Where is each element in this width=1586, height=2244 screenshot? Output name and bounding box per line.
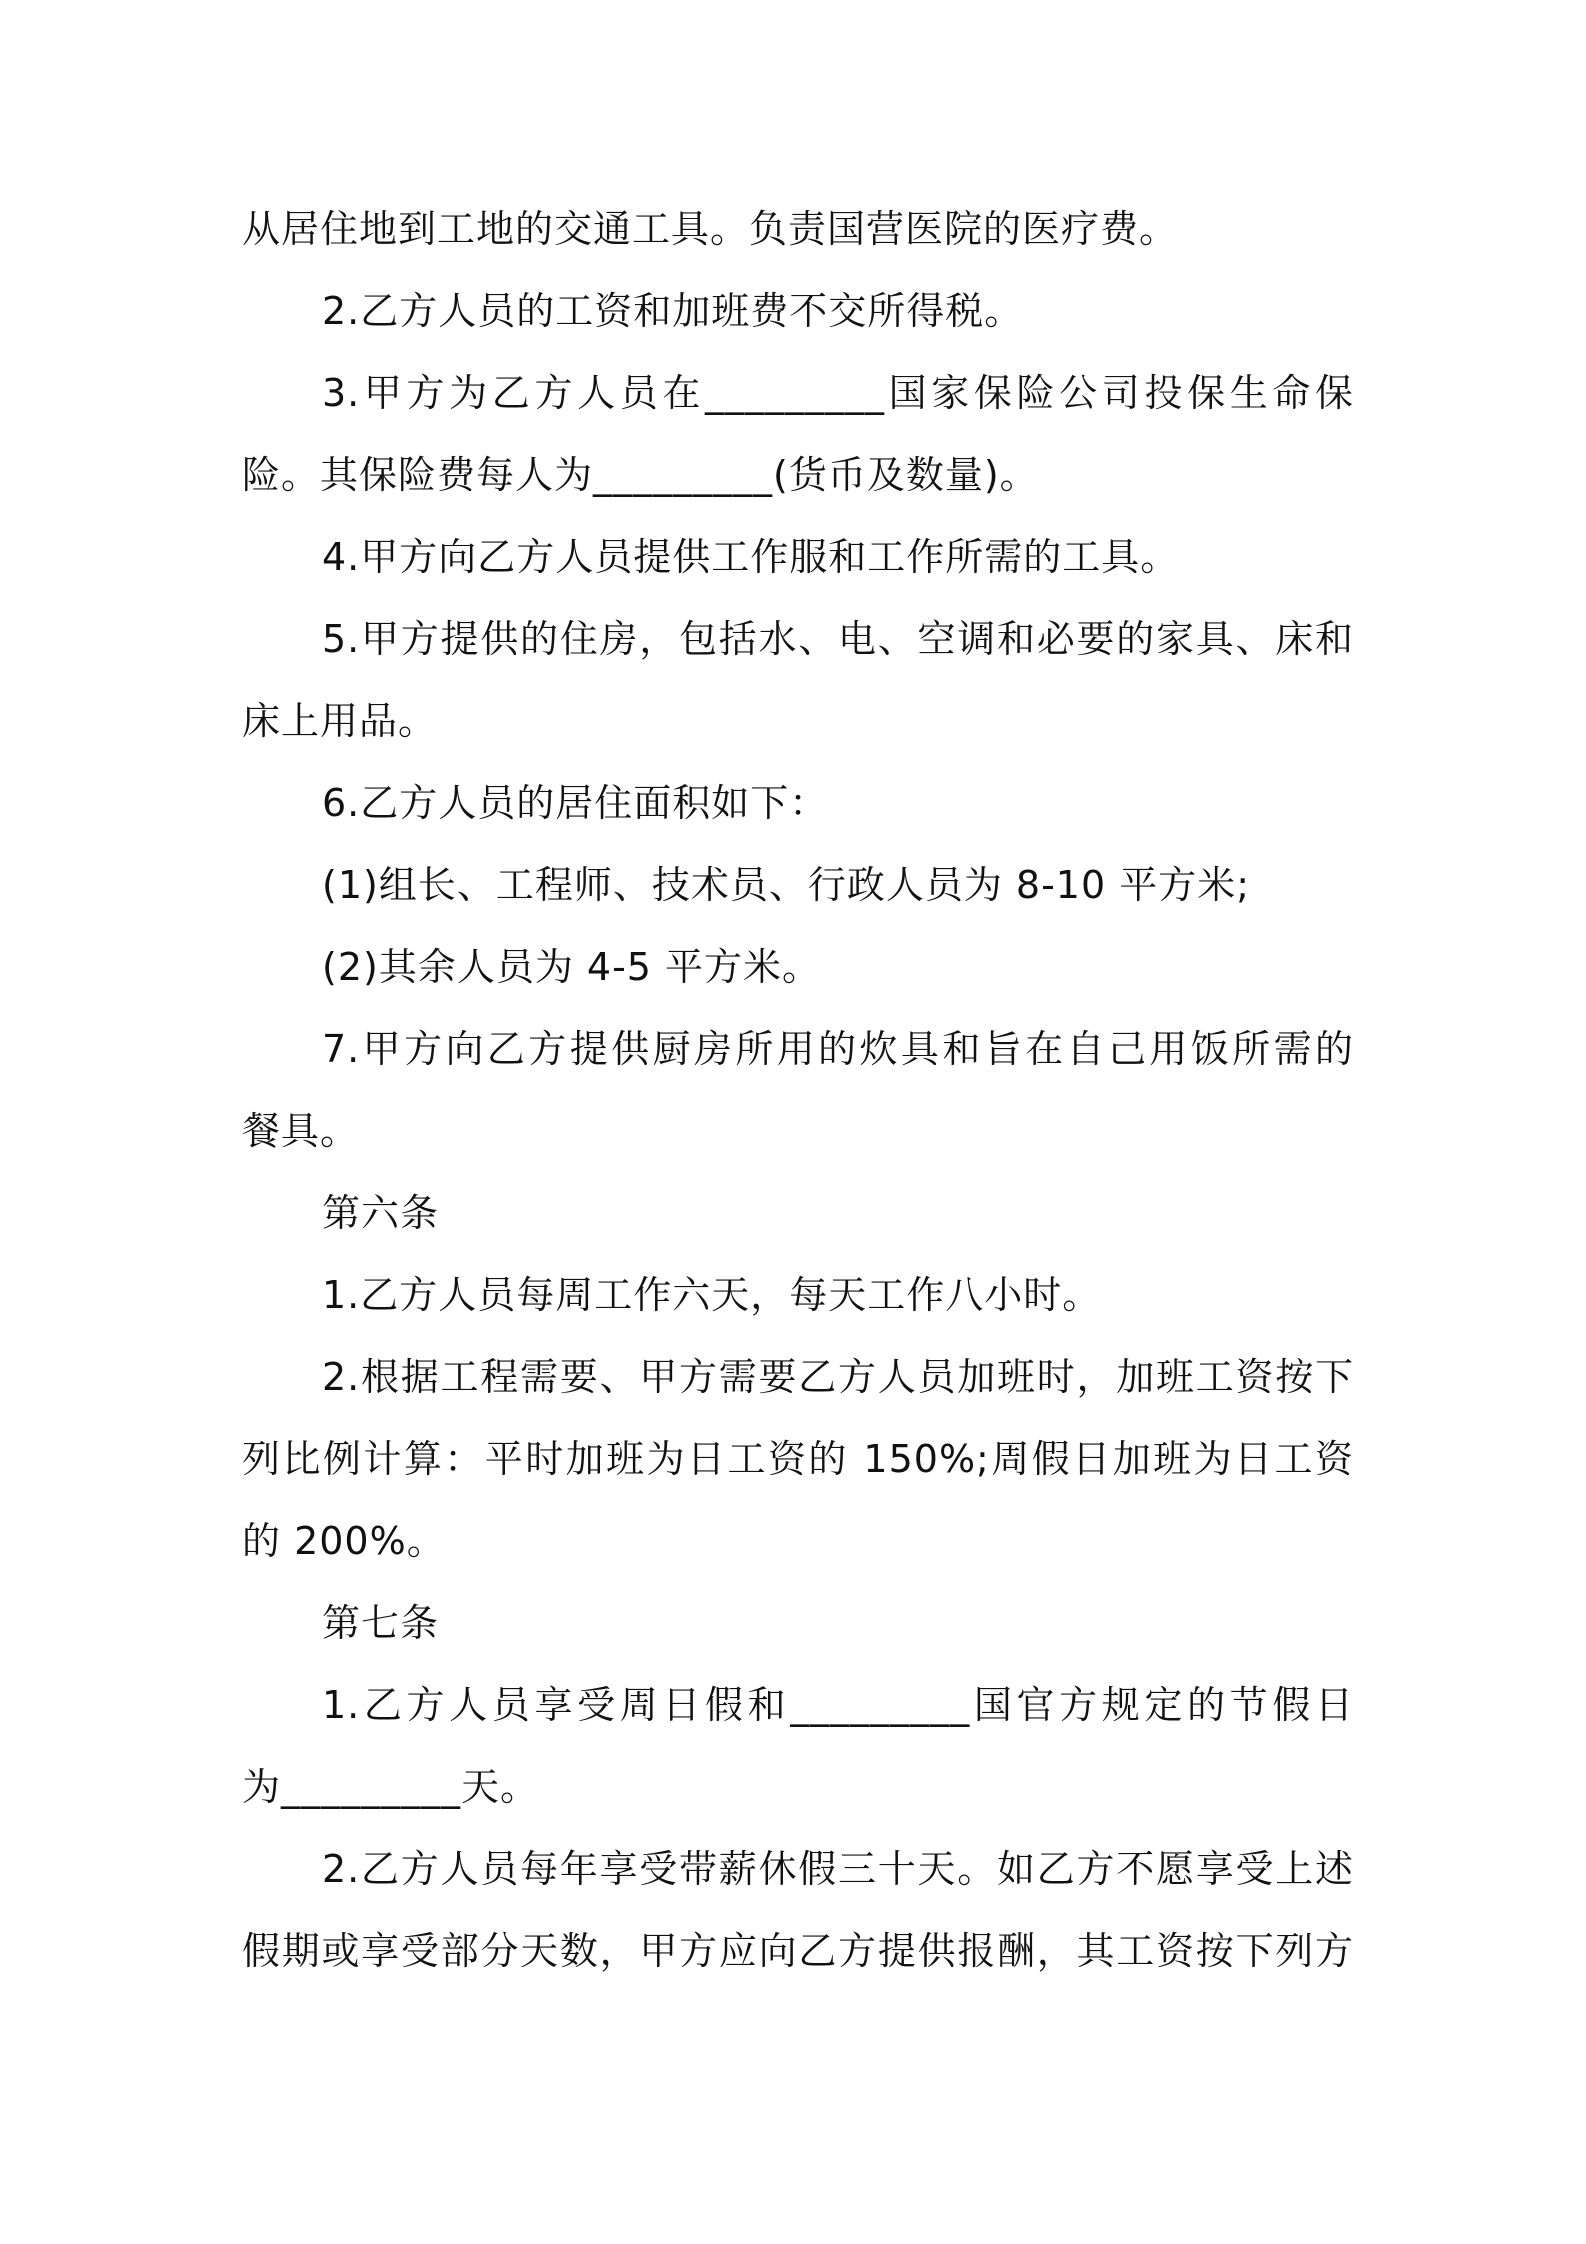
document-body bbox=[242, 188, 1354, 1992]
text-line: 1.乙方人员享受周日假和_________国官方规定的节假日 bbox=[322, 1683, 1354, 1727]
text-line: 4.甲方向乙方人员提供工作服和工作所需的工具。 bbox=[322, 535, 1180, 579]
text-line: 为_________天。 bbox=[242, 1765, 540, 1809]
text-line: (2)其余人员为 4-5 平方米。 bbox=[322, 945, 822, 989]
text-line: 7.甲方向乙方提供厨房所用的炊具和旨在自己用饭所需的 bbox=[322, 1027, 1354, 1071]
text-line: 列比例计算：平时加班为日工资的 150%;周假日加班为日工资 bbox=[242, 1437, 1354, 1481]
text-line: (1)组长、工程师、技术员、行政人员为 8-10 平方米; bbox=[322, 863, 1251, 907]
text-line: 的 200%。 bbox=[242, 1519, 446, 1563]
section-heading: 第六条 bbox=[322, 1191, 440, 1235]
text-line: 2.根据工程需要、甲方需要乙方人员加班时，加班工资按下 bbox=[322, 1355, 1354, 1399]
text-line: 5.甲方提供的住房，包括水、电、空调和必要的家具、床和 bbox=[322, 617, 1354, 661]
text-line: 2.乙方人员每年享受带薪休假三十天。如乙方不愿享受上述 bbox=[322, 1847, 1354, 1891]
text-line: 1.乙方人员每周工作六天，每天工作八小时。 bbox=[322, 1273, 1102, 1317]
text-line: 餐具。 bbox=[242, 1109, 360, 1153]
text-line: 险。其保险费每人为_________(货币及数量)。 bbox=[242, 453, 1039, 497]
text-line: 2.乙方人员的工资和加班费不交所得税。 bbox=[322, 289, 1024, 333]
text-line: 假期或享受部分天数，甲方应向乙方提供报酬，其工资按下列方 bbox=[242, 1929, 1354, 1973]
text-line: 从居住地到工地的交通工具。负责国营医院的医疗费。 bbox=[242, 207, 1179, 251]
section-heading: 第七条 bbox=[322, 1601, 440, 1645]
text-line: 床上用品。 bbox=[242, 699, 438, 743]
text-line: 3.甲方为乙方人员在_________国家保险公司投保生命保 bbox=[322, 371, 1354, 415]
text-line: 6.乙方人员的居住面积如下： bbox=[322, 781, 829, 825]
